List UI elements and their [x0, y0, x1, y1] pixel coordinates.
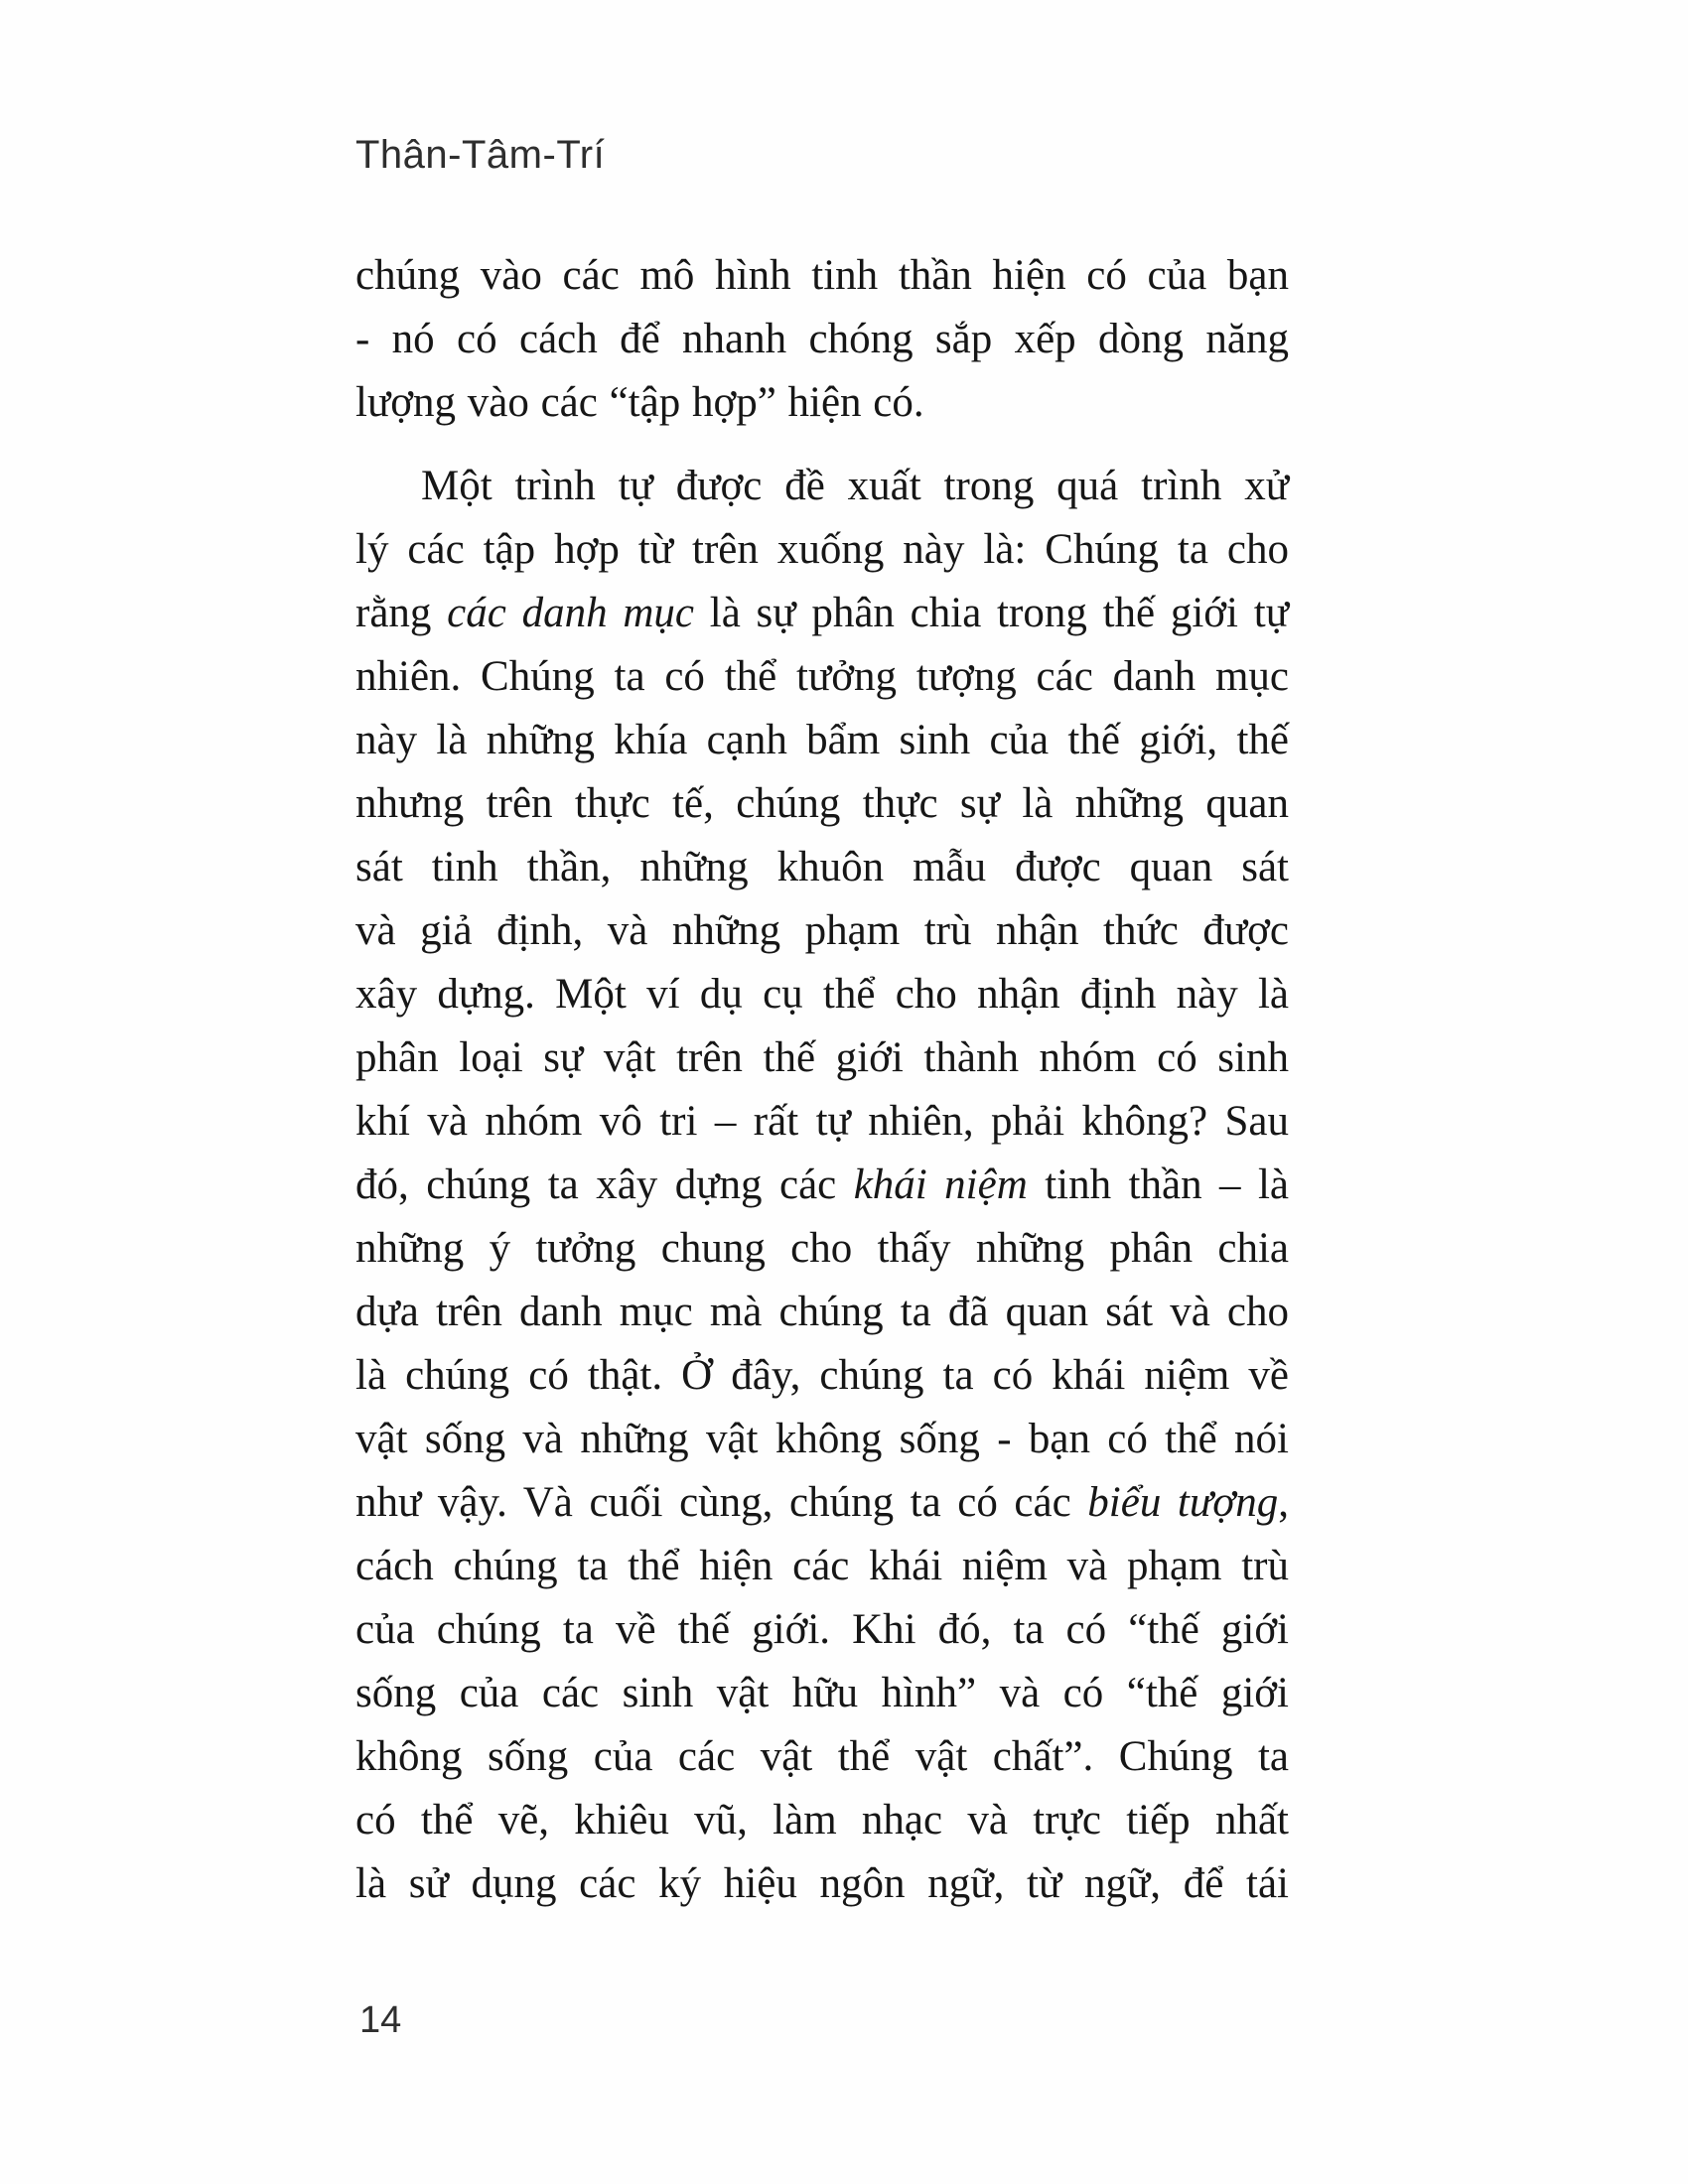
text-segment: lượng vào các “tập hợp” hiện có. — [355, 379, 924, 426]
text-line — [355, 645, 1289, 709]
text-segment: có thể vẽ, khiêu vũ, làm nhạc và trực tiếp nhất — [355, 1797, 1289, 1843]
text-segment: là sự phân chia trong thế giới tự — [694, 590, 1290, 636]
text-line — [355, 1090, 1289, 1154]
text-segment: là sử dụng các ký hiệu ngôn ngữ, từ ngữ, để tái — [355, 1860, 1289, 1907]
text-line — [355, 455, 1289, 518]
text-line — [355, 308, 1289, 371]
text-line — [355, 1281, 1289, 1344]
text-line — [355, 1535, 1289, 1598]
text-segment: là chúng có thật. Ở đây, chúng ta có khái niệm về — [355, 1352, 1289, 1399]
text-line — [355, 1344, 1289, 1408]
text-line — [355, 772, 1289, 836]
text-line — [355, 1598, 1289, 1662]
running-header: Thân-Tâm-Trí — [355, 133, 606, 177]
text-segment: vật sống và những vật không sống - bạn có thể nói — [355, 1416, 1289, 1462]
text-line — [355, 963, 1289, 1026]
text-segment: lý các tập hợp từ trên xuống này là: Chúng ta cho — [355, 526, 1289, 573]
text-line — [355, 244, 1289, 308]
paragraph — [355, 455, 1289, 1916]
text-segment: này là những khía cạnh bẩm sinh của thế giới, thế — [355, 717, 1289, 763]
text-segment: nhưng trên thực tế, chúng thực sự là những quan — [355, 780, 1289, 827]
text-line — [355, 1217, 1289, 1281]
text-segment: phân loại sự vật trên thế giới thành nhóm có sinh — [355, 1034, 1289, 1081]
text-segment: rằng — [355, 590, 448, 636]
text-line — [355, 709, 1289, 772]
text-segment: của chúng ta về thế giới. Khi đó, ta có “thế giới — [355, 1606, 1289, 1653]
text-line — [355, 1789, 1289, 1852]
text-segment: tinh thần – là — [1027, 1161, 1289, 1208]
text-segment: xây dựng. Một ví dụ cụ thể cho nhận định này là — [355, 971, 1289, 1018]
text-segment: khí và nhóm vô tri – rất tự nhiên, phải không? Sau — [355, 1098, 1289, 1145]
text-line — [355, 1725, 1289, 1789]
italic-text: các danh mục — [447, 590, 694, 636]
text-segment: , — [1278, 1479, 1289, 1526]
body-text-block — [355, 244, 1289, 1916]
text-segment: như vậy. Và cuối cùng, chúng ta có các — [355, 1479, 1088, 1526]
text-segment: những ý tưởng chung cho thấy những phân chia — [355, 1225, 1289, 1272]
text-line — [355, 899, 1289, 963]
text-segment: - nó có cách để nhanh chóng sắp xếp dòng năng — [355, 316, 1289, 362]
text-line — [355, 1154, 1289, 1217]
text-line — [355, 582, 1289, 645]
paragraph — [355, 244, 1289, 435]
text-segment: sống của các sinh vật hữu hình” và có “thế giới — [355, 1670, 1289, 1716]
italic-text: biểu tượng — [1087, 1479, 1279, 1526]
text-line — [355, 1852, 1289, 1916]
text-segment: Một trình tự được đề xuất trong quá trình xử — [421, 463, 1289, 509]
text-line — [355, 1408, 1289, 1471]
text-segment: chúng vào các mô hình tinh thần hiện có của bạn — [355, 252, 1289, 299]
text-line — [355, 518, 1289, 582]
italic-text: khái niệm — [853, 1161, 1028, 1208]
text-segment: và giả định, và những phạm trù nhận thức được — [355, 907, 1289, 954]
text-segment: không sống của các vật thể vật chất”. Chúng ta — [355, 1733, 1289, 1780]
text-segment: cách chúng ta thể hiện các khái niệm và phạm trù — [355, 1543, 1289, 1589]
text-line — [355, 1662, 1289, 1725]
text-line — [355, 836, 1289, 899]
text-line — [355, 371, 1289, 435]
text-segment: sát tinh thần, những khuôn mẫu được quan sát — [355, 844, 1289, 890]
text-line — [355, 1471, 1289, 1535]
text-segment: đó, chúng ta xây dựng các — [355, 1161, 854, 1208]
text-segment: dựa trên danh mục mà chúng ta đã quan sát và cho — [355, 1289, 1289, 1335]
page-number: 14 — [359, 1999, 402, 2041]
text-line — [355, 1026, 1289, 1090]
text-segment: nhiên. Chúng ta có thể tưởng tượng các danh mục — [355, 653, 1289, 700]
